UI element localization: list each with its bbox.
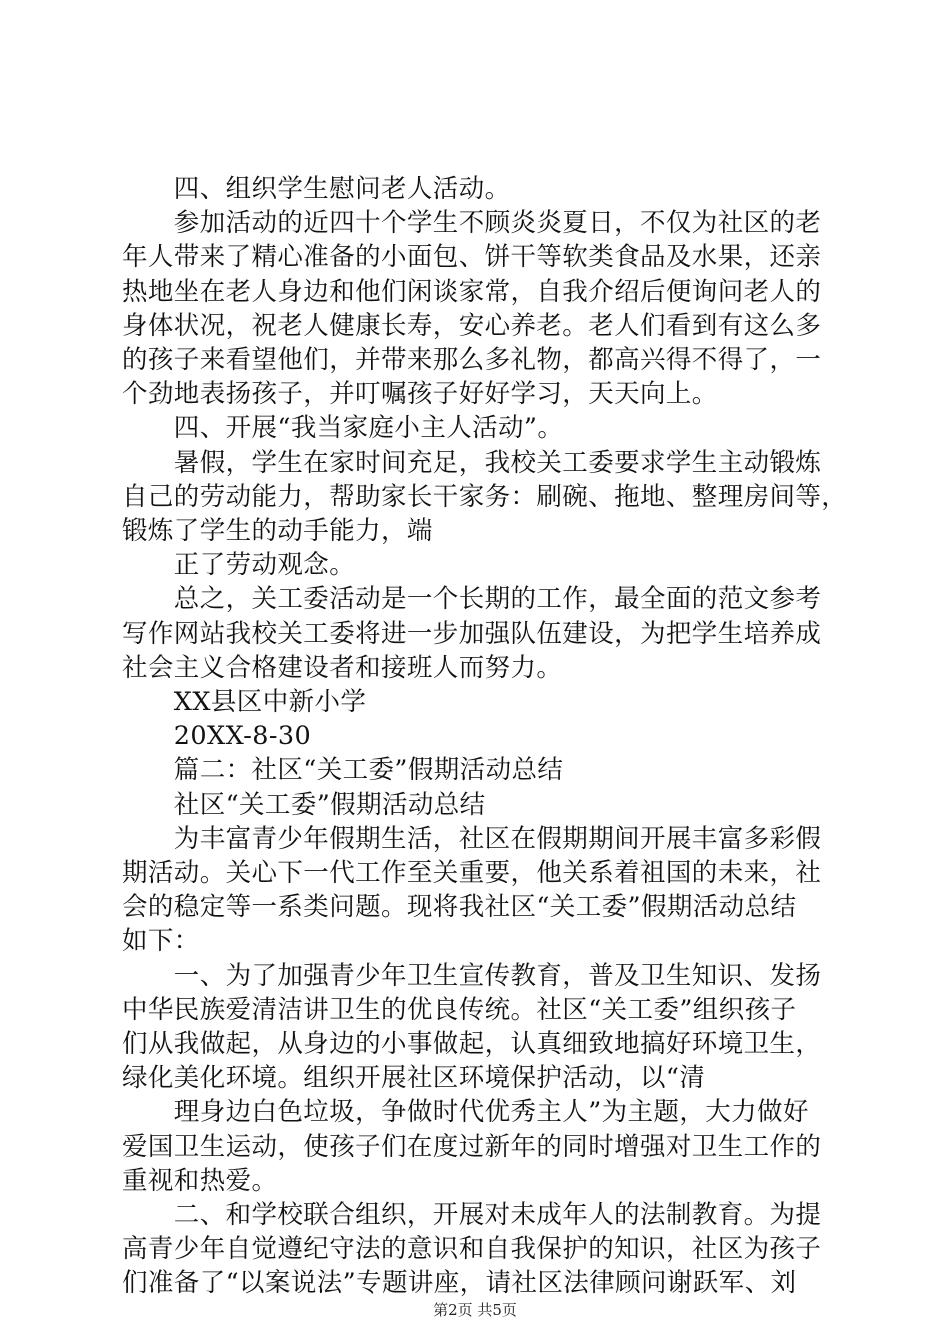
text-line: 爱国卫生运动，使孩子们在度过新年的同时增强对卫生工作的	[122, 1131, 822, 1162]
text-line: 期活动。关心下一代工作至关重要，他关系着祖国的未来，社	[122, 858, 822, 888]
text-line: 写作网站我校关工委将进一步加强队伍建设，为把学生培养成	[122, 618, 822, 649]
text-line: 们准备了“以案说法”专题讲座，请社区法律顾问谢跃军、刘	[122, 1268, 797, 1299]
text-line: 四、组织学生慰问老人活动。	[122, 174, 511, 204]
text-line: 社会主义合格建设者和接班人而努力。	[122, 652, 563, 683]
text-line: 参加活动的近四十个学生不顾炎炎夏日，不仅为社区的老	[122, 208, 822, 239]
text-line: 二、和学校联合组织，开展对未成年人的法制教育。为提	[122, 1200, 822, 1230]
text-line: 绿化美化环境。组织开展社区环境保护活动，以“清	[122, 1063, 706, 1094]
text-line: 热地坐在老人身边和他们闲谈家常，自我介绍后便询问老人的	[122, 276, 822, 307]
text-line: 高青少年自觉遵纪守法的意识和自我保护的知识，社区为孩子	[122, 1234, 822, 1265]
text-line: 中华民族爱清洁讲卫生的优良传统。社区“关工委”组织孩子	[122, 994, 797, 1025]
page-footer: 第2页 共5页	[433, 1301, 517, 1319]
text-line: 如下：	[122, 926, 200, 957]
text-line: 重视和热爱。	[122, 1165, 278, 1196]
text-line: 年人带来了精心准备的小面包、饼干等软类食品及水果，还亲	[122, 242, 822, 273]
text-line: 锻炼了学生的动手能力，端	[122, 516, 433, 546]
text-line: 20XX-8-30	[122, 721, 312, 752]
text-line: 篇二：社区“关工委”假期活动总结	[122, 755, 564, 786]
text-line: 会的稳定等一系类问题。现将我社区“关工委”假期活动总结	[122, 892, 797, 923]
text-line: 的孩子来看望他们，并带来那么多礼物，都高兴得不得了，一	[122, 345, 822, 375]
text-line: 自己的劳动能力，帮助家长干家务：刷碗、拖地、整理房间等，	[122, 481, 848, 512]
text-line: 暑假，学生在家时间充足，我校关工委要求学生主动锻炼	[122, 447, 822, 478]
text-line: 们从我做起，从身边的小事做起，认真细致地搞好环境卫生，	[122, 1029, 822, 1059]
text-line: XX县区中新小学	[122, 687, 367, 717]
text-line: 为丰富青少年假期生活，社区在假期期间开展丰富多彩假	[122, 823, 822, 854]
text-line: 个劲地表扬孩子，并叮嘱孩子好好学习，天天向上。	[122, 379, 718, 410]
text-line: 总之，关工委活动是一个长期的工作，最全面的范文参考	[122, 584, 822, 615]
text-line: 社区“关工委”假期活动总结	[122, 789, 486, 820]
text-line: 四、开展“我当家庭小主人活动”。	[122, 413, 564, 444]
text-line: 理身边白色垃圾，争做时代优秀主人”为主题，大力做好	[122, 1097, 809, 1128]
text-line: 一、为了加强青少年卫生宣传教育，普及卫生知识、发扬	[122, 960, 822, 991]
text-line: 身体状况，祝老人健康长寿，安心养老。老人们看到有这么多	[122, 310, 822, 341]
text-line: 正了劳动观念。	[122, 550, 356, 581]
